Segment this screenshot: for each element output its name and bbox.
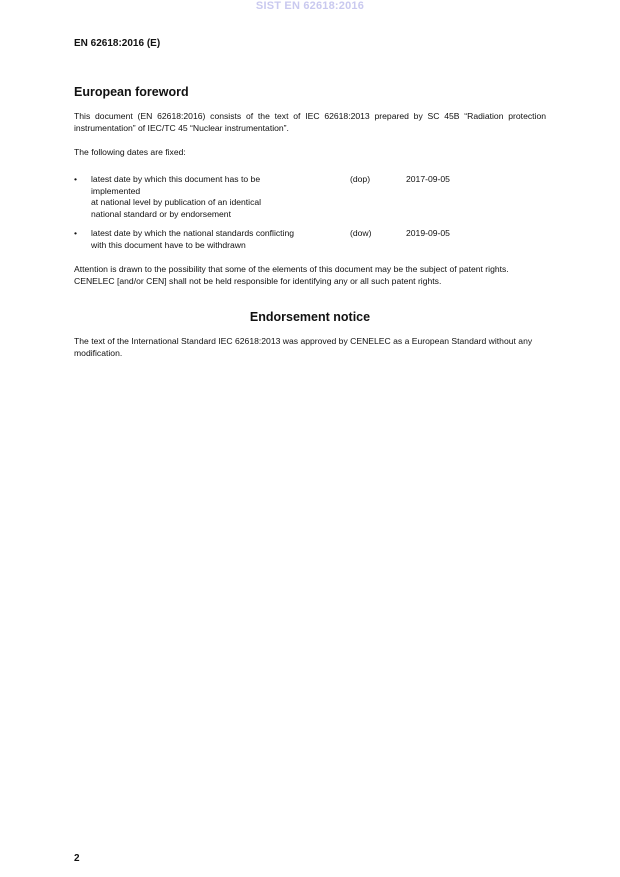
date-item-dop bbox=[74, 174, 546, 222]
date-value: 2017-09-05 bbox=[406, 174, 450, 184]
date-value: 2019-09-05 bbox=[406, 228, 450, 238]
endorsement-title: Endorsement notice bbox=[249, 310, 371, 324]
watermark: SIST EN 62618:2016 bbox=[255, 0, 365, 12]
document-id: EN 62618:2016 (E) bbox=[74, 38, 161, 49]
date-code: (dow) bbox=[350, 228, 372, 238]
dates-intro: The following dates are fixed: bbox=[74, 147, 186, 157]
endorsement-text: The text of the International Standard IEC 62618:2013 was approved by CENELEC as a European Standard without any modification. bbox=[74, 336, 533, 358]
text-line: latest date by which this document has to be bbox=[91, 174, 261, 184]
date-item-dow bbox=[74, 228, 546, 252]
date-code: (dop) bbox=[350, 174, 371, 184]
text-line: implemented bbox=[91, 185, 141, 196]
text-line: at national level by publication of an identical bbox=[91, 197, 262, 208]
patent-attention: Attention is drawn to the possibility that some of the elements of this document may be the subject of patent rights. CENELEC [and/or CEN] shall not be held responsible for identifying any or all such patent rights. bbox=[74, 264, 509, 286]
text-line: national standard or by endorsement bbox=[91, 208, 231, 219]
bullet-icon: • bbox=[74, 174, 78, 184]
bullet-icon: • bbox=[74, 228, 78, 238]
foreword-title: European foreword bbox=[74, 85, 189, 99]
foreword-intro: This document (EN 62618:2016) consists of the text of IEC 62618:2013 prepared by SC 45B “Radiation protection instrumentation” of IEC/TC 45 “Nuclear instrumentation”. bbox=[74, 111, 546, 133]
page-number: 2 bbox=[74, 853, 80, 864]
date-item-text bbox=[91, 174, 346, 220]
text-line: with this document have to be withdrawn bbox=[91, 239, 246, 250]
date-item-text bbox=[91, 228, 346, 251]
text-line: latest date by which the national standards conflicting bbox=[91, 228, 295, 238]
